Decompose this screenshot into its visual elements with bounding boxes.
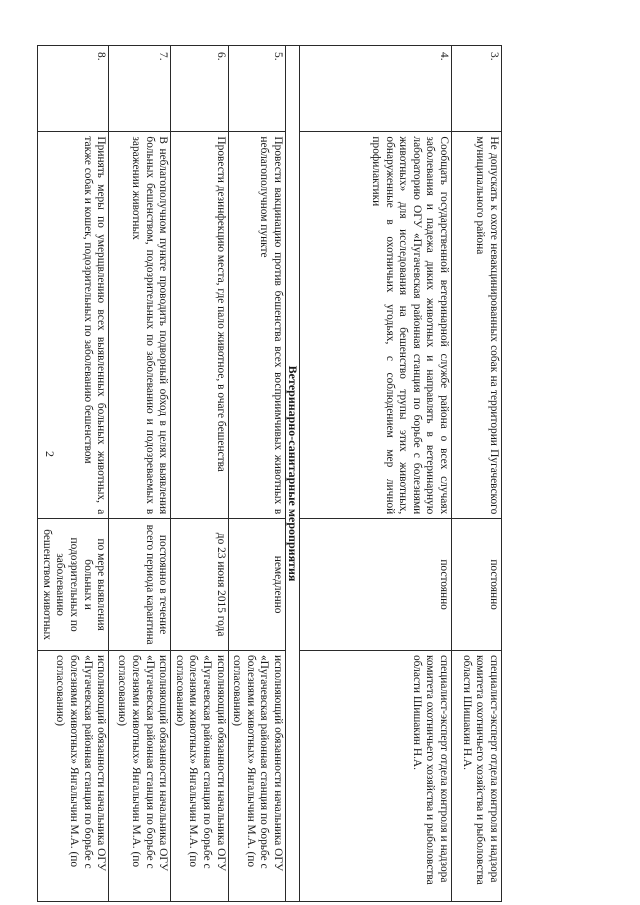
table-row	[171, 46, 228, 902]
term-cell: по мере выявления больных и подозрительных по заболеванию бешенством животных	[38, 519, 109, 651]
term-cell: постоянно в течение всего периода карантина	[109, 519, 171, 651]
row-number: 4.	[300, 46, 452, 132]
table-row	[38, 46, 109, 902]
term-cell: немедленно	[228, 519, 285, 651]
row-number: 7.	[109, 46, 171, 132]
table-row	[452, 46, 502, 902]
responsible-cell: исполняющий обязанности начальника ОГУ «Пугачевская районная станция по борьбе с болезнями животных» Янгалычин М.А. (по согласованию)	[171, 650, 228, 901]
responsible-cell: исполняющий обязанности начальника ОГУ «Пугачевская районная станция по борьбе с болезнями животных» Янгалычин М.А. (по согласованию)	[109, 650, 171, 901]
term-cell: постоянно	[452, 519, 502, 651]
measure-cell: Принять меры по умерщвлению всех выявленных больных животных, а также собак и кошек, подозрительных по заболеванию бешенством	[38, 132, 109, 519]
table-row	[109, 46, 171, 902]
section-title: Ветеринарно-санитарные мероприятия	[286, 46, 300, 902]
table-row	[300, 46, 452, 902]
section-row	[286, 46, 300, 902]
measure-cell: Провести вакцинацию против бешенства всех восприимчивых животных в неблагополучном пункте	[228, 132, 285, 519]
row-number: 3.	[452, 46, 502, 132]
row-number: 5.	[228, 46, 285, 132]
row-number: 6.	[171, 46, 228, 132]
responsible-cell: исполняющий обязанности начальника ОГУ «Пугачевская районная станция по борьбе с болезнями животных» Янгалычин М.А. (по согласованию)	[38, 650, 109, 901]
term-cell: постоянно	[300, 519, 452, 651]
measure-cell: Провести дезинфекцию места, где пало животное, в очаге бешенства	[171, 132, 228, 519]
responsible-cell: специалист-эксперт отдела контроля и надзора комитета охотничьего хозяйства и рыболовства области Шишакин Н.А.	[300, 650, 452, 901]
measure-cell: В неблагополучном пункте проводить подворный обход в целях выявления больных бешенством, подозрительных по заболеванию и подозреваемых в заражении животных	[109, 132, 171, 519]
measures-table-body	[38, 46, 502, 902]
table-row	[228, 46, 285, 902]
page-number: 2	[43, 451, 57, 457]
measure-cell: Не допускать к охоте невакцинированных собак на территории Пугачевского муниципального района	[452, 132, 502, 519]
term-cell: до 23 июня 2015 года	[171, 519, 228, 651]
measure-cell: Сообщать государственной ветеринарной службе района о всех случаях заболевания и падежа диких животных и направлять в ветеринарную лабораторию ОГУ «Пугачевская районная станция по борьбе с болезнями животных» для исследования на бешенство трупы этих животных, обнаруженные в охотничьих угодьях, с соблюдением мер личной профилактики	[300, 132, 452, 519]
responsible-cell: специалист-эксперт отдела контроля и надзора комитета охотничьего хозяйства и рыболовства области Шишакин Н.А.	[452, 650, 502, 901]
row-number: 8.	[38, 46, 109, 132]
measures-table	[37, 45, 502, 902]
responsible-cell: исполняющий обязанности начальника ОГУ «Пугачевская районная станция по борьбе с болезнями животных» Янгалычин М.А. (по согласованию)	[228, 650, 285, 901]
rotated-table-wrapper	[40, 45, 502, 902]
